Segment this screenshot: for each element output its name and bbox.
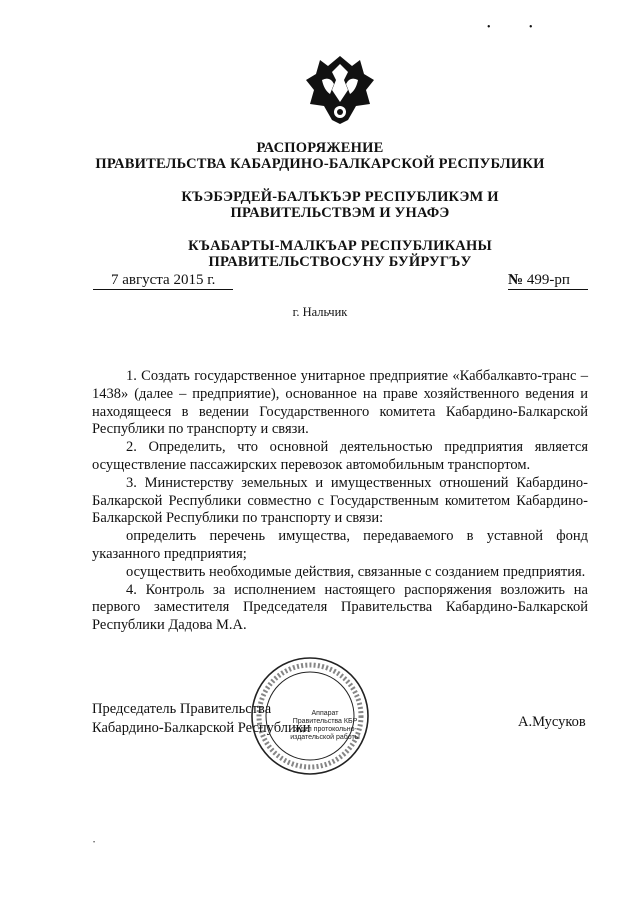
- issuer-heading: ПРАВИТЕЛЬСТВА КАБАРДИНО-БАЛКАРСКОЙ РЕСПУБЛИКИ: [95, 156, 545, 172]
- signatory-title-line1: Председатель Правительства: [92, 701, 272, 717]
- document-body: [92, 368, 588, 635]
- stamp-inner-text: Аппарат Правительства КБР отдел протокольно-издательской работы: [290, 710, 360, 741]
- document-city: г. Нальчик: [292, 305, 348, 319]
- document-number: [508, 272, 588, 290]
- signatory-name: А.Мусуков: [518, 714, 586, 730]
- paragraph-2: 2. Определить, что основной деятельностью предприятия является осуществление пассажирских перевозок автомобильным транспортом.: [92, 439, 588, 473]
- coat-of-arms-emblem: [300, 50, 380, 130]
- number-value: 499-рп: [526, 272, 570, 288]
- paragraph-3: 3. Министерству земельных и имущественных отношений Кабардино-Балкарской Республики совместно с Государственным комитетом Кабардино-Балкарской Республики по транспорту и связи:: [92, 474, 588, 527]
- scan-mark: •: [93, 840, 96, 846]
- document-date: 7 августа 2015 г.: [93, 272, 233, 290]
- paragraph-3-item-1: определить перечень имущества, передаваемого в уставной фонд указанного предприятия;: [92, 528, 588, 562]
- balkar-heading: КЪАБАРТЫ-МАЛКЪАР РЕСПУБЛИКАНЫ ПРАВИТЕЛЬСТВОСУНУ БУЙРУГЪУ: [188, 238, 492, 270]
- paragraph-3-item-2: осуществить необходимые действия, связанные с созданием предприятия.: [126, 563, 586, 580]
- paragraph-4: 4. Контроль за исполнением настоящего распоряжения возложить на первого заместителя Председателя Правительства Кабардино-Балкарской Республики Дадова М.А.: [92, 581, 588, 634]
- signatory-title-line2: Кабардино-Балкарской Республики: [92, 720, 311, 736]
- number-sign: №: [508, 272, 524, 288]
- kabardian-heading: КЪЭБЭРДЕЙ-БАЛЪКЪЭР РЕСПУБЛИКЭМ И ПРАВИТЕЛЬСТВЭМ И УНАФЭ: [181, 189, 499, 221]
- scan-dots: • •: [487, 22, 551, 33]
- paragraph-1: 1. Создать государственное унитарное предприятие «Каббалкавто-транс – 1438» (далее – предприятие), основанное на праве хозяйственного ведения и находящееся в ведении Государственного комитета Кабардино-Балкарской Республики по транспорту и связи.: [92, 368, 588, 438]
- doc-type-heading: РАСПОРЯЖЕНИЕ: [256, 140, 384, 156]
